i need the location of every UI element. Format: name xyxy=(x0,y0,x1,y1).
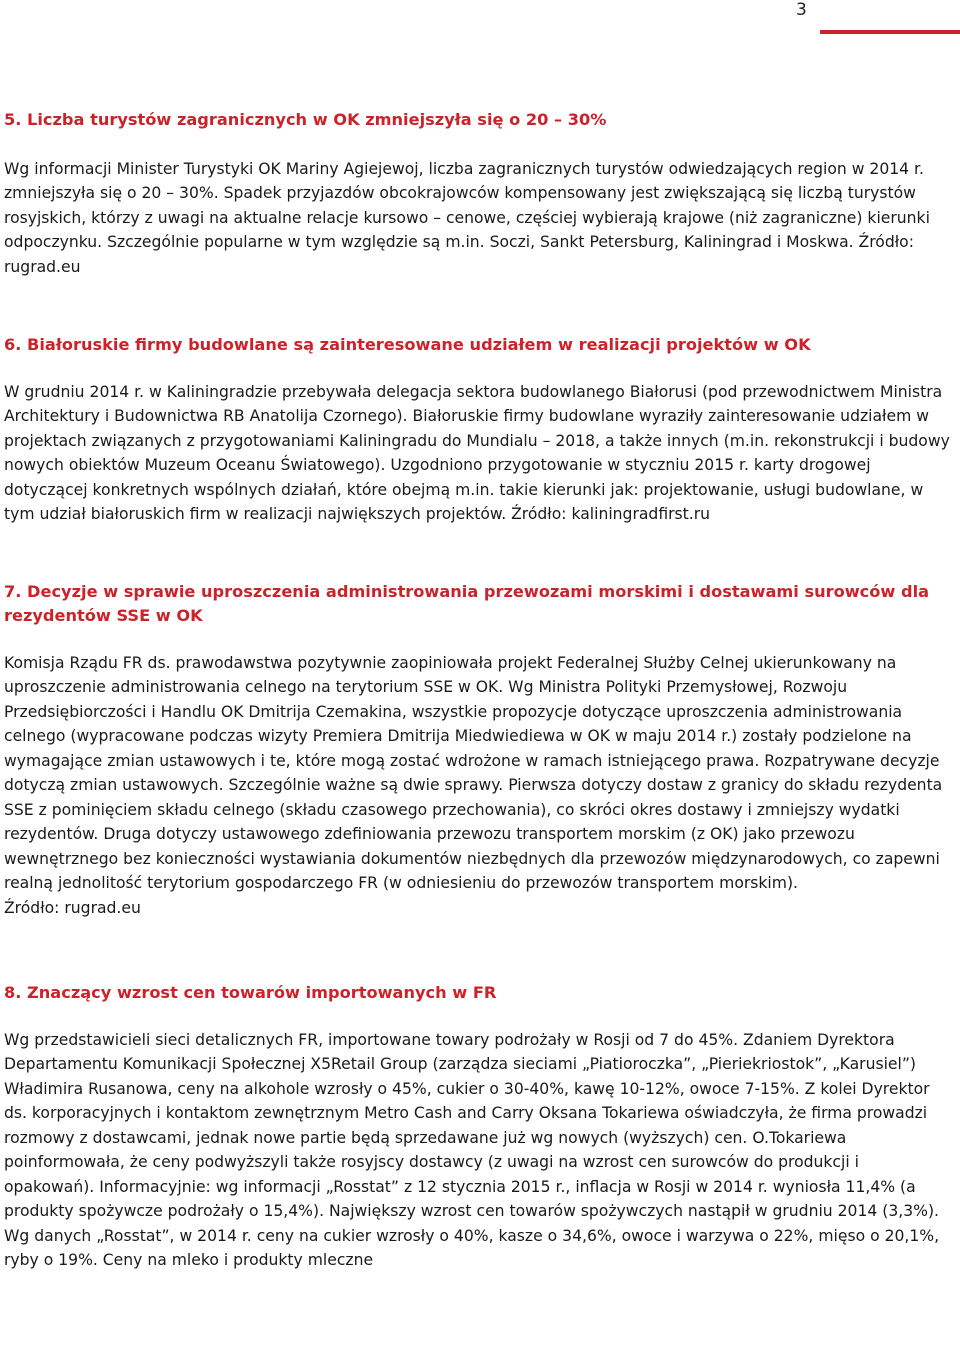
section-title: 7. Decyzje w sprawie uproszczenia administrowania przewozami morskimi i dostawami surowców dla rezydentów SSE w OK xyxy=(4,581,930,625)
section-8 xyxy=(4,981,950,1273)
section-source: Źródło: rugrad.eu xyxy=(4,898,141,917)
section-body: Wg przedstawicieli sieci detalicznych FR, importowane towary podrożały w Rosji od 7 do 45%. Zdaniem Dyrektora Departamentu Komunikacji Społecznej X5Retail Group (zarządza sieciami „Piatioroczka”, „Pieriekriostok”, „Karusiel”) Władimira Rusanowa, ceny na alkohole wzrosły o 45%, cukier o 30-40%, kawę 10-12%, owoce 7-15%. Z kolei Dyrektor ds. korporacyjnych i kontaktom zewnętrznym Metro Cash and Carry Oksana Tokariewa oświadczyła, że firma prowadzi rozmowy z dostawcami, jednak nowe partie będą sprzedawane już wg nowych (wyższych) cen. O.Tokariewa poinformowała, że ceny podwyższyli także rosyjscy dostawcy (z uwagi na wzrost cen surowców do produkcji i opakowań). Informacyjnie: wg informacji „Rosstat” z 12 stycznia 2015 r., inflacja w Rosji w 2014 r. wyniosła 11,4% (a produkty spożywcze podrożały o 15,4%). Największy wzrost cen towarów spożywczych nastąpił w grudniu 2014 (3,3%). Wg danych „Rosstat”, w 2014 r. ceny na cukier wzrosły o 40%, kasze o 34,6%, owoce i warzywa o 22%, mięso o 20,1%, ryby o 19%. Ceny na mleko i produkty mleczne xyxy=(4,1030,940,1269)
section-7 xyxy=(4,580,950,921)
section-title: 8. Znaczący wzrost cen towarów importowanych w FR xyxy=(4,983,497,1002)
section-body: W grudniu 2014 r. w Kaliningradzie przebywała delegacja sektora budowlanego Białorusi (pod przewodnictwem Ministra Architektury i Budownictwa RB Anatolija Czornego). Białoruskie firmy budowlane wyraziły zainteresowanie udziałem w projektach związanych z przygotowaniami Kaliningradu do Mundialu – 2018, a także innych (m.in. rekonstrukcji i budowy nowych obiektów Muzeum Oceanu Światowego). Uzgodniono przygotowanie w styczniu 2015 r. karty drogowej dotyczącej konkretnych wspólnych działań, które obejmą m.in. takie kierunki jak: projektowanie, usługi budowlane, w tym udział białoruskich firm w realizacji największych projektów. Źródło: kaliningradfirst.ru xyxy=(4,382,950,523)
section-6 xyxy=(4,333,950,527)
document-content xyxy=(4,108,950,1273)
page-number: 3 xyxy=(796,0,807,20)
section-title: 5. Liczba turystów zagranicznych w OK zmniejszyła się o 20 – 30% xyxy=(4,110,607,129)
header-rule xyxy=(820,30,960,34)
section-body: Komisja Rządu FR ds. prawodawstwa pozytywnie zaopiniowała projekt Federalnej Służby Celnej ukierunkowany na uproszczenie administrowania celnego na terytorium SSE w OK. Wg Ministra Polityki Przemysłowej, Rozwoju Przedsiębiorczości i Handlu OK Dmitrija Czemakina, wszystkie propozycje dotyczące uproszczenia administrowania celnego (wypracowane podczas wizyty Premiera Dmitrija Miedwiediewa w OK w maju 2014 r.) zostały podzielone na wymagające zmian ustawowych i te, które mogą zostać wdrożone w ramach istniejącego prawa. Rozpatrywane decyzje dotyczą zmian ustawowych. Szczególnie ważne są dwie sprawy. Pierwsza dotyczy dostaw z granicy do składu rezydenta SSE z pominięciem składu celnego (składu czasowego przechowania), co skróci okres dostawy i zmniejszy wydatki rezydentów. Druga dotyczy ustawowego zdefiniowania przewozu transportem morskim (z OK) jako przewozu wewnętrznego bez konieczności wystawiania dokumentów niezbędnych dla przewozów międzynarodowych, co zapewni realną jednolitość terytorium gospodarczego FR (w odniesieniu do przewozów transportem morskim). xyxy=(4,653,943,892)
section-5 xyxy=(4,108,950,279)
section-title: 6. Białoruskie firmy budowlane są zainteresowane udziałem w realizacji projektów w OK xyxy=(4,335,811,354)
section-body: Wg informacji Minister Turystyki OK Mariny Agiejewoj, liczba zagranicznych turystów odwiedzających region w 2014 r. zmniejszyła się o 20 – 30%. Spadek przyjazdów obcokrajowców kompensowany jest zwiększającą się liczbą turystów rosyjskich, którzy z uwagi na aktualne relacje kursowo – cenowe, częściej wybierają krajowe (niż zagraniczne) kierunki odpoczynku. Szczególnie popularne w tym względzie są m.in. Soczi, Sankt Petersburg, Kaliningrad i Moskwa. Źródło: rugrad.eu xyxy=(4,159,930,276)
